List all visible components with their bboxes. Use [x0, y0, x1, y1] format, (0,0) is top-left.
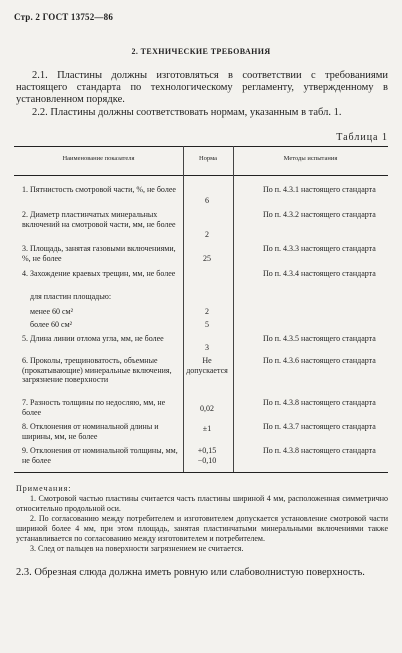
norm-value: Не допускается [186, 356, 228, 375]
method-cell: По п. 4.3.3 настоящего стандарта [263, 244, 376, 253]
norm-value: +0,15 −0,10 [197, 446, 217, 465]
method-cell: По п. 4.3.8 настоящего стандарта [263, 446, 376, 455]
column-header-norm: Норма [198, 155, 218, 162]
table-row: 1. Пятнистость смотровой части, %, не более [22, 185, 176, 194]
norm-value: 0,02 [200, 404, 214, 413]
paragraph-2-1-text: 2.1. Пластины должны изготовляться в соответствии с требованиями настоящего стандарта по технологическому регламенту, утвержденному в установленном порядке. [16, 70, 388, 105]
table-caption: Таблица 1 [336, 132, 388, 143]
paragraph-2-2-text: 2.2. Пластины должны соответствовать нормам, указанным в табл. 1. [32, 107, 342, 118]
table-bottom-rule [14, 472, 388, 473]
note-item: 2. По согласованию между потребителем и изготовителем допускается установление смотровой части шириной более 4 мм, при этом площадь, занятая пластинчатыми минеральными включениями также устанавливается по согласованию между изготовителем и потребителем. [16, 514, 388, 543]
column-header-method: Методы испытания [283, 155, 338, 162]
method-cell: По п. 4.3.4 настоящего стандарта [263, 269, 376, 278]
norm-value: 25 [203, 254, 211, 263]
table-row: 9. Отклонения от номинальной толщины, мм, не более [22, 446, 178, 465]
table-row: 8. Отклонения от номинальной длины и ширины, мм, не более [22, 422, 159, 441]
table-row: для пластин площадью: [30, 292, 112, 301]
method-cell: По п. 4.3.5 настоящего стандарта [263, 334, 376, 343]
paragraph-2-3-text: 2.3. Обрезная слюда должна иметь ровную или слабоволнистую поверхность. [16, 567, 365, 578]
table-row: 6. Проколы, трещиноватость, объемные (прокатывающие) минеральные включения, загрязнение поверхности [22, 356, 172, 384]
notes-title: Примечания: [16, 484, 72, 493]
notes-block [16, 484, 388, 554]
norm-value: 2 [205, 307, 209, 316]
paragraph-2-3 [16, 567, 388, 579]
table-row: 7. Разность толщины по недосляю, мм, не более [22, 398, 166, 417]
norm-value: ±1 [202, 424, 212, 433]
table-header-rule [14, 175, 388, 176]
table-row: более 60 см² [30, 320, 73, 329]
method-cell: По п. 4.3.8 настоящего стандарта [263, 398, 376, 407]
note-item: 1. Смотровой частью пластины считается часть пластины шириной 4 мм, расположенная симметрично относительно продольной оси. [16, 494, 388, 513]
table-row: 4. Захождение краевых трещин, мм, не более [22, 269, 176, 278]
paragraph-2-2 [16, 107, 388, 119]
method-cell: По п. 4.3.7 настоящего стандарта [263, 422, 376, 431]
column-header-name: Наименование показателя [62, 155, 135, 162]
note-item: 3. След от пальцев на поверхности загрязнением не считается. [30, 544, 244, 553]
method-cell: По п. 4.3.2 настоящего стандарта [263, 210, 376, 219]
column-divider-2 [233, 146, 234, 472]
norm-value: 3 [205, 343, 209, 352]
table-row: 5. Длина линии отлома угла, мм, не более [22, 334, 164, 343]
norm-value: 6 [205, 196, 209, 205]
table-row: 2. Диаметр пластинчатых минеральных включений на смотровой части, мм, не более [22, 210, 176, 229]
paragraph-2-1 [16, 70, 388, 106]
table-row: менее 60 см² [30, 307, 74, 316]
norm-value: 2 [205, 230, 209, 239]
table-row: 3. Площадь, занятая газовыми включениями, %, не более [22, 244, 176, 263]
page-header: Стр. 2 ГОСТ 13752—86 [14, 12, 114, 22]
table-top-rule [14, 146, 388, 147]
norm-value: 5 [205, 320, 209, 329]
method-cell: По п. 4.3.6 настоящего стандарта [263, 356, 376, 365]
section-title: 2. ТЕХНИЧЕСКИЕ ТРЕБОВАНИЯ [131, 47, 271, 56]
method-cell: По п. 4.3.1 настоящего стандарта [263, 185, 376, 194]
